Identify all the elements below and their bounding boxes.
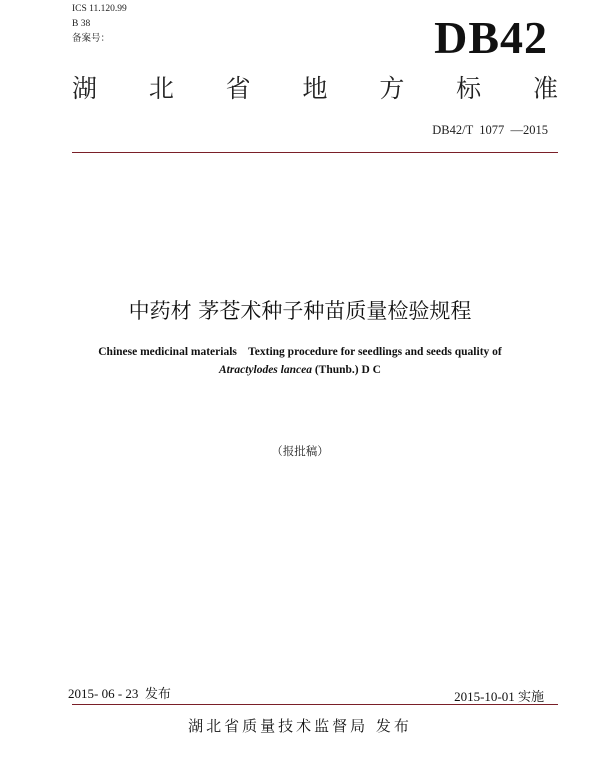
bottom-divider: [72, 704, 558, 705]
standard-number: DB42/T 1077 —2015: [432, 123, 548, 137]
english-title-line-1: Chinese medicinal materials Texting procedure for seedlings and seeds quality of: [98, 346, 502, 358]
issue-date: 2015- 06 - 23 发布: [68, 686, 171, 701]
draft-status: （报批稿）: [271, 444, 329, 458]
implementation-date: 2015-10-01 实施: [454, 689, 544, 704]
species-name: Atractylodes lancea: [219, 364, 312, 376]
document-title-chinese: 中药材 茅苍术种子种苗质量检验规程: [128, 299, 472, 323]
top-divider: [72, 152, 558, 153]
standard-type-char: 标: [456, 74, 482, 103]
standard-type-title: [72, 72, 558, 106]
standard-type-char: 省: [225, 74, 251, 103]
ccs-code: B 38: [72, 19, 91, 29]
standard-type-char: 地: [302, 74, 328, 103]
standard-type-char: 北: [148, 74, 174, 103]
standard-type-char: 方: [379, 74, 405, 103]
species-authority: (Thunb.) D C: [311, 364, 381, 376]
standard-code-logo: DB42: [434, 12, 548, 63]
metadata-block: [72, 2, 127, 47]
ics-code: ICS 11.120.99: [72, 4, 127, 14]
english-title-line-2: [0, 361, 600, 379]
document-title-english: [0, 343, 600, 379]
standard-type-char: 准: [532, 74, 558, 103]
record-number-label: 备案号：: [72, 34, 111, 44]
issuing-authority: 湖北省质量技术监督局 发布: [188, 717, 412, 735]
standard-type-char: 湖: [72, 74, 98, 103]
